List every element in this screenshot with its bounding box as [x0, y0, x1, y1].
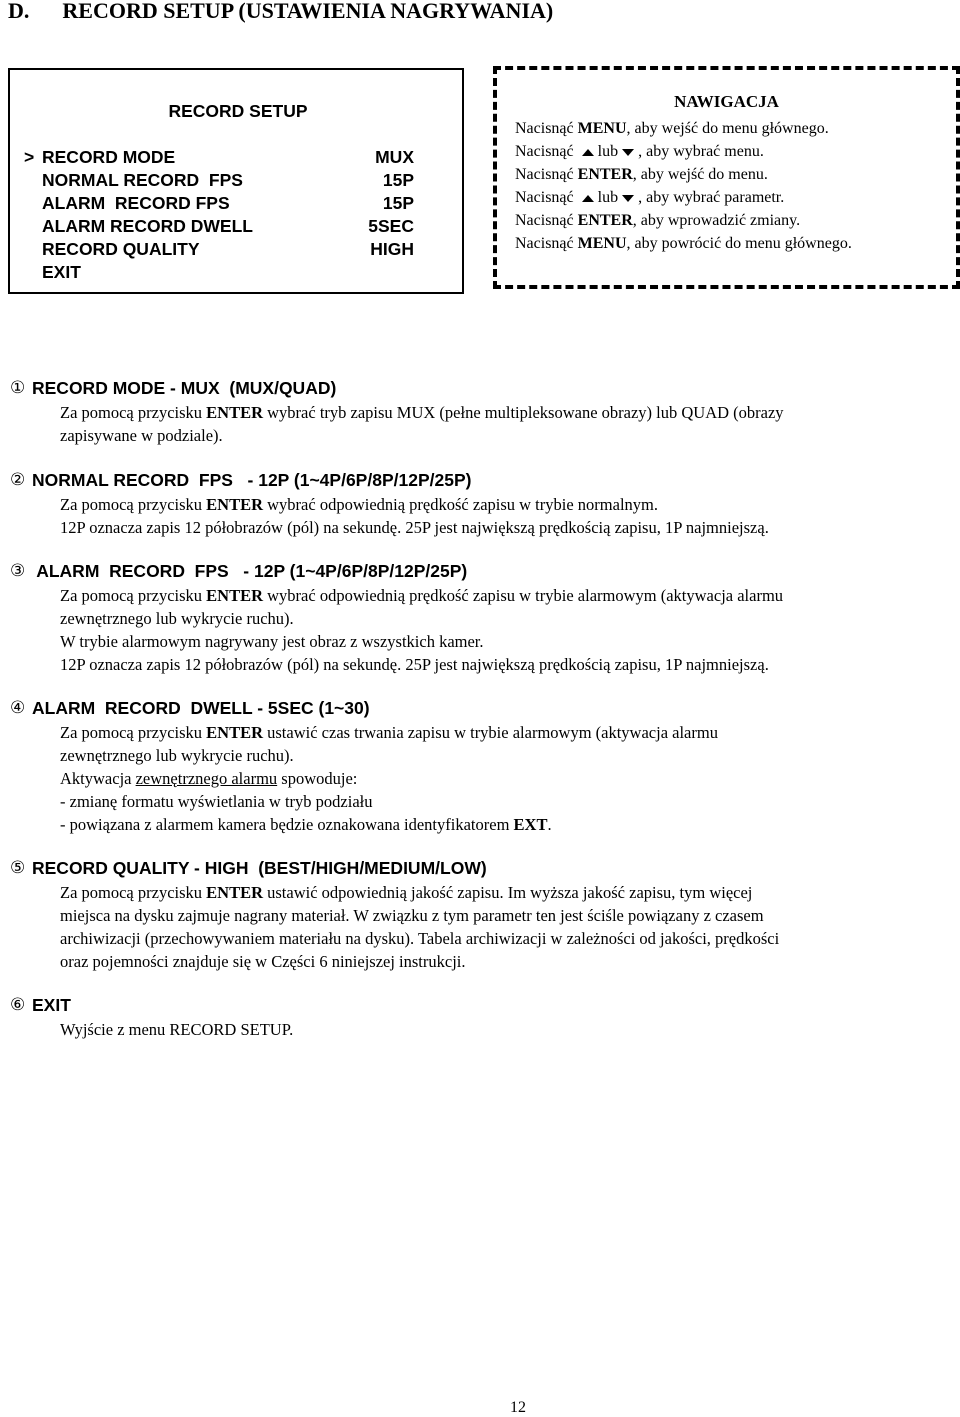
text: , aby powrócić do menu głównego.: [626, 235, 852, 252]
navigation-box: [493, 66, 960, 289]
down-triangle-icon: [622, 195, 634, 202]
osd-menu-item[interactable]: [24, 216, 414, 239]
text-line: [60, 881, 779, 904]
text-line: [60, 630, 783, 653]
osd-item-value: MUX: [375, 147, 414, 167]
text: Aktywacja: [60, 769, 136, 788]
osd-menu-title: RECORD SETUP: [168, 101, 308, 121]
text: archiwizacji (przechowywaniem materiału na dysku). Tabela archiwizacji w zależności od jakości, prędkości: [60, 929, 780, 948]
section-body: [60, 493, 769, 539]
text: Nacisnąć: [515, 212, 578, 229]
bold-text: MENU: [577, 120, 627, 137]
text: zewnętrznego lub wykrycie ruchu).: [60, 746, 294, 765]
osd-item-label: EXIT: [42, 262, 81, 282]
osd-item-value: HIGH: [370, 239, 414, 259]
osd-menu-item[interactable]: [24, 193, 414, 216]
osd-menu-item[interactable]: [24, 170, 414, 193]
text-line: [60, 927, 779, 950]
up-triangle-icon: [582, 195, 594, 202]
osd-item-value: 5SEC: [368, 216, 414, 236]
bold-text: MENU: [577, 235, 627, 252]
text-line: [515, 209, 956, 232]
section-heading: EXIT: [32, 995, 71, 1015]
section-heading: ALARM RECORD FPS - 12P (1~4P/6P/8P/12P/25P): [32, 561, 468, 581]
text: wybrać tryb zapisu MUX (pełne multipleksowane obrazy) lub QUAD (obrazy: [263, 403, 784, 422]
text: lub: [597, 143, 619, 160]
text: Za pomocą przycisku: [60, 883, 207, 902]
text-line: [515, 163, 956, 186]
text-line: [60, 653, 783, 676]
text: 12P oznacza zapis 12 półobrazów (pól) na sekundę. 25P jest największą prędkością zapisu, 1P najmniejszą.: [60, 518, 769, 537]
text-line: [60, 584, 783, 607]
text-line: [60, 516, 769, 539]
text: W trybie alarmowym nagrywany jest obraz z wszystkich kamer.: [60, 632, 484, 651]
text: Nacisnąć: [515, 143, 578, 160]
text: , aby wybrać parametr.: [638, 189, 785, 206]
section-body: [60, 401, 784, 447]
text: Wyjście z menu RECORD SETUP.: [60, 1020, 294, 1039]
text-line: [60, 790, 718, 813]
up-triangle-icon: [582, 149, 594, 156]
section-number: ⑤: [10, 858, 26, 878]
text-line: [515, 186, 956, 209]
bold-text: ENTER: [206, 495, 264, 514]
osd-item-label: NORMAL RECORD FPS: [42, 170, 243, 190]
record-setup-osd-menu: [8, 68, 464, 294]
bold-text: EXT: [513, 815, 548, 834]
text: zapisywane w podziale).: [60, 426, 223, 445]
text: , aby wybrać menu.: [638, 143, 764, 160]
text: ustawić odpowiednią jakość zapisu. Im wyższa jakość zapisu, tym więcej: [263, 883, 753, 902]
section-number: ②: [10, 470, 26, 490]
text: Nacisnąć: [515, 120, 578, 137]
text: zewnętrznego lub wykrycie ruchu).: [60, 609, 294, 628]
text: oraz pojemności znajduje się w Części 6 niniejszej instrukcji.: [60, 952, 466, 971]
text: lub: [597, 189, 619, 206]
osd-menu-item[interactable]: [24, 239, 414, 262]
navigation-title: NAWIGACJA: [674, 92, 779, 111]
osd-item-value: 15P: [382, 193, 414, 213]
text-line: [60, 721, 718, 744]
section-body: [60, 584, 783, 676]
page-number: 12: [510, 1399, 526, 1416]
section-heading: NORMAL RECORD FPS - 12P (1~4P/6P/8P/12P/25P): [32, 470, 472, 490]
bold-text: ENTER: [206, 883, 264, 902]
text-line: [60, 424, 784, 447]
text: miejsca na dysku zajmuje nagrany materiał. W związku z tym parametr ten jest ściśle powiązany z czasem: [60, 906, 764, 925]
text: Za pomocą przycisku: [60, 723, 207, 742]
bold-text: ENTER: [206, 403, 264, 422]
osd-item-label: ALARM RECORD DWELL: [42, 216, 253, 236]
text: Nacisnąć: [515, 235, 578, 252]
section-body: [60, 1018, 293, 1041]
text: 12P oznacza zapis 12 półobrazów (pól) na sekundę. 25P jest największą prędkością zapisu, 1P najmniejszą.: [60, 655, 769, 674]
text: ustawić czas trwania zapisu w trybie alarmowym (aktywacja alarmu: [263, 723, 718, 742]
text-line: [60, 607, 783, 630]
section-number: ④: [10, 698, 26, 718]
bold-text: ENTER: [206, 723, 264, 742]
menu-cursor: >: [24, 147, 35, 167]
section-number: ①: [10, 378, 26, 398]
text-line: [60, 1018, 293, 1041]
text: , aby wprowadzić zmiany.: [632, 212, 801, 229]
text: - powiązana z alarmem kamera będzie oznakowana identyfikatorem: [60, 815, 514, 834]
text: Za pomocą przycisku: [60, 403, 207, 422]
text: wybrać odpowiednią prędkość zapisu w trybie normalnym.: [263, 495, 658, 514]
text: - zmianę formatu wyświetlania w tryb podziału: [60, 792, 373, 811]
text-line: [60, 493, 769, 516]
osd-item-label: RECORD MODE: [42, 147, 176, 167]
section-number: ③: [10, 561, 26, 581]
text: .: [547, 815, 552, 834]
text: spowoduje:: [277, 769, 358, 788]
section-body: [60, 721, 718, 836]
text: , aby wejść do menu.: [632, 166, 768, 183]
text-line: [60, 744, 718, 767]
text-line: [60, 767, 718, 790]
text-line: [515, 117, 956, 140]
page-title: D. RECORD SETUP (USTAWIENIA NAGRYWANIA): [8, 0, 554, 23]
text-line: [60, 401, 784, 424]
bold-text: ENTER: [577, 212, 633, 229]
osd-item-value: 15P: [382, 170, 414, 190]
text-line: [60, 904, 779, 927]
underlined-text: zewnętrznego alarmu: [135, 769, 278, 788]
text: , aby wejść do menu głównego.: [626, 120, 829, 137]
section-heading: RECORD QUALITY - HIGH (BEST/HIGH/MEDIUM/LOW): [32, 858, 487, 878]
section-heading: RECORD MODE - MUX (MUX/QUAD): [32, 378, 337, 398]
text-line: [60, 813, 718, 836]
text: Za pomocą przycisku: [60, 495, 207, 514]
down-triangle-icon: [622, 149, 634, 156]
osd-menu-item[interactable]: [24, 147, 414, 170]
text: Za pomocą przycisku: [60, 586, 207, 605]
osd-menu-item[interactable]: [24, 262, 414, 285]
section-heading: ALARM RECORD DWELL - 5SEC (1~30): [32, 698, 370, 718]
text-line: [515, 140, 956, 163]
text-line: [515, 232, 956, 255]
text: wybrać odpowiednią prędkość zapisu w trybie alarmowym (aktywacja alarmu: [263, 586, 784, 605]
section-number: ⑥: [10, 995, 26, 1015]
text-line: [60, 950, 779, 973]
bold-text: ENTER: [577, 166, 633, 183]
osd-item-label: ALARM RECORD FPS: [42, 193, 230, 213]
bold-text: ENTER: [206, 586, 264, 605]
section-body: [60, 881, 779, 973]
osd-item-label: RECORD QUALITY: [42, 239, 200, 259]
text: Nacisnąć: [515, 189, 578, 206]
text: Nacisnąć: [515, 166, 578, 183]
